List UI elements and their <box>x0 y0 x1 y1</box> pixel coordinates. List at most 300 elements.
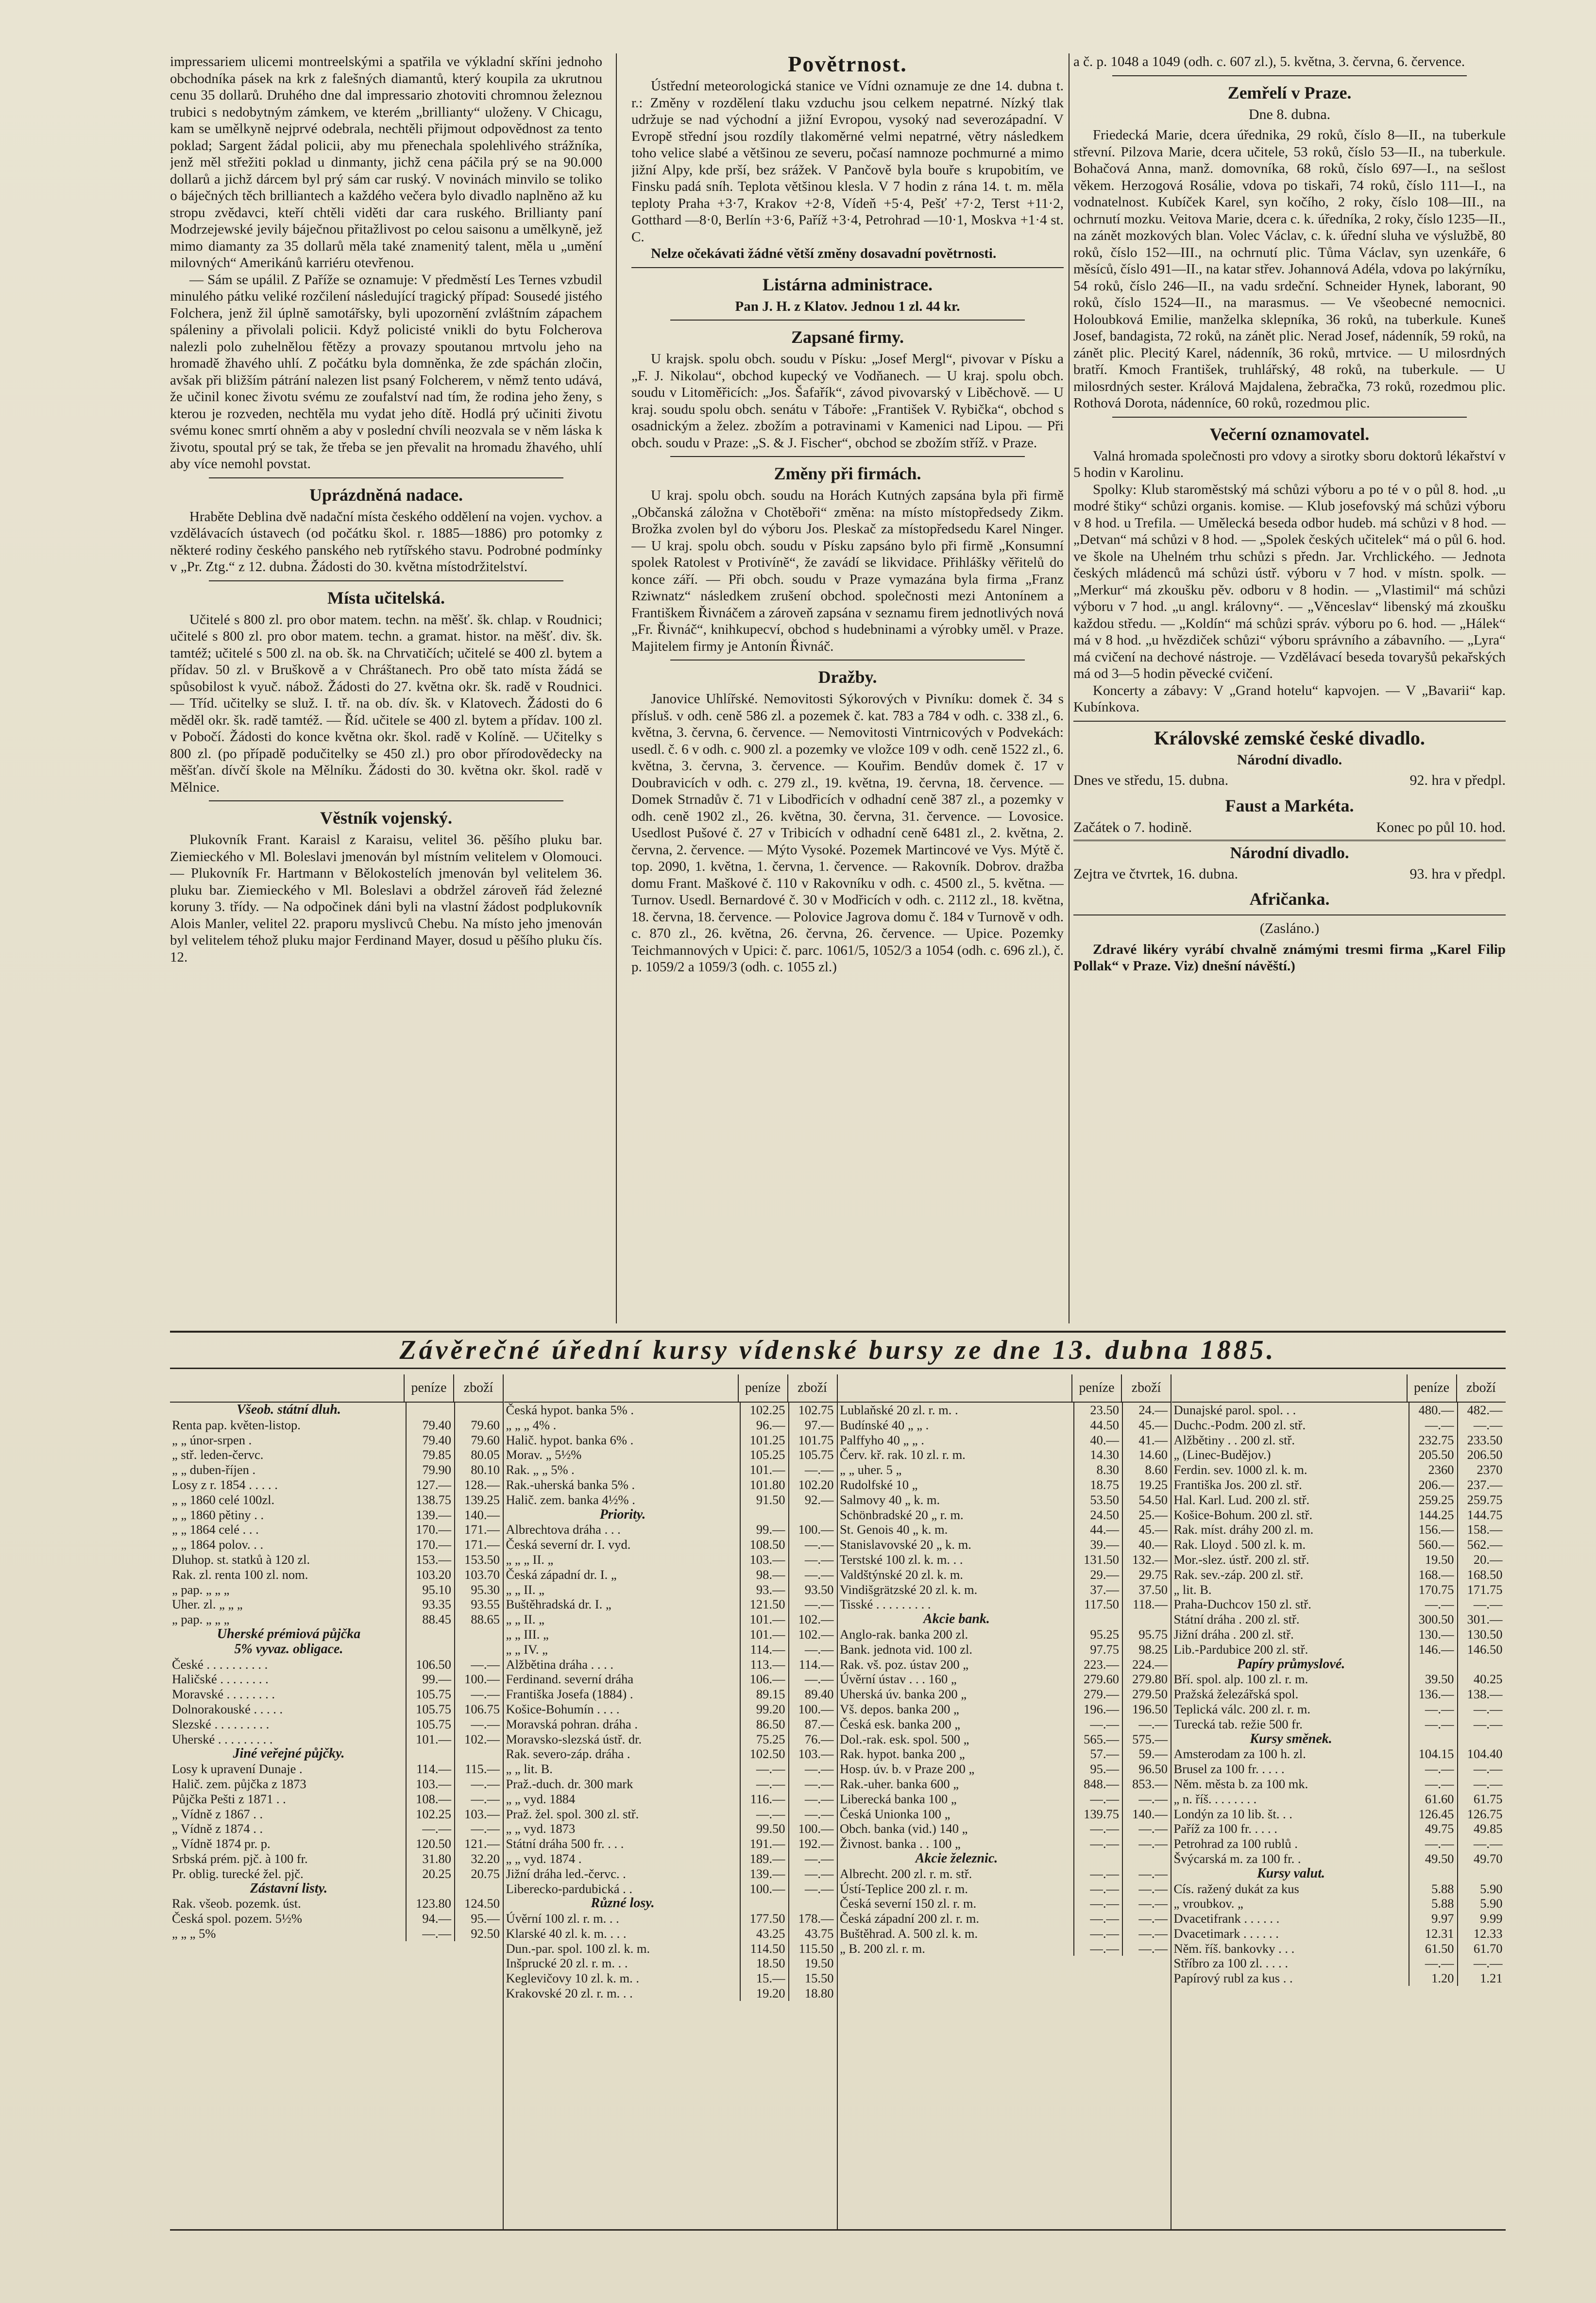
security-name: „ „ „ II. „ <box>506 1552 554 1567</box>
bursa-row <box>1172 1777 1506 1792</box>
zbozi-value: —.— <box>454 1687 503 1702</box>
zacatek: Začátek o 7. hodině. <box>1073 819 1192 835</box>
security-name: Živnost. banka . . 100 „ <box>840 1836 961 1851</box>
bursa-row <box>504 1447 837 1462</box>
penize-value: 49.50 <box>1409 1851 1457 1866</box>
penize-value: 91.50 <box>740 1492 788 1507</box>
bursa-row <box>170 1672 503 1687</box>
zbozi-value: 95.75 <box>1122 1627 1171 1642</box>
bursa-row <box>170 1732 503 1747</box>
bursa-row <box>838 1836 1171 1851</box>
security-name: Rak. Lloyd . 500 zl. k. m. <box>1173 1537 1306 1552</box>
zbozi-value: 128.— <box>454 1477 503 1492</box>
bursa-row <box>504 1657 837 1672</box>
penize-value: —.— <box>1409 1597 1457 1612</box>
penize-value: 565.— <box>1073 1732 1122 1747</box>
bursa-row <box>504 1717 837 1732</box>
penize-value: 18.50 <box>740 1956 788 1971</box>
bursa-row <box>1172 1911 1506 1926</box>
zbozi-value: —.— <box>1122 1881 1171 1897</box>
zbozi-value: 192.— <box>788 1836 837 1851</box>
penize-value <box>406 1881 454 1897</box>
security-name: Uher. zl. „ „ „ <box>172 1597 243 1612</box>
bursa-header-blank <box>504 1374 738 1402</box>
penize-value: 116.— <box>740 1792 788 1807</box>
penize-value: 139.— <box>740 1866 788 1881</box>
bursa-row <box>838 1403 1171 1418</box>
security-name: Mor.-slez. ústř. 200 zl. stř. <box>1173 1552 1309 1567</box>
security-name: „ vroubkov. „ <box>1173 1896 1243 1911</box>
penize-value: 95.25 <box>1073 1627 1122 1642</box>
bursa-row <box>1172 1597 1506 1612</box>
bursa-row <box>170 1702 503 1717</box>
zbozi-value: 237.— <box>1457 1477 1506 1492</box>
zbozi-value: 118.— <box>1122 1597 1171 1612</box>
header-zbozi: zboží <box>1456 1374 1506 1402</box>
bursa-row <box>504 1807 837 1822</box>
bursa-row <box>838 1926 1171 1941</box>
penize-value: 93.— <box>740 1582 788 1597</box>
bursa-row <box>1172 1582 1506 1597</box>
zbozi-value: 5.90 <box>1457 1896 1506 1911</box>
bursa-row <box>170 1447 503 1462</box>
zbozi-value: —.— <box>1122 1941 1171 1956</box>
bursa-row <box>1172 1672 1506 1687</box>
bursa-row <box>838 1552 1171 1567</box>
bursa-row <box>838 1642 1171 1657</box>
zbozi-value: 102.20 <box>788 1477 837 1492</box>
security-name: Renta pap. květen-listop. <box>172 1417 301 1432</box>
penize-value: 18.75 <box>1073 1477 1122 1492</box>
security-name: Všeob. státní dluh. <box>237 1403 341 1417</box>
zbozi-value: 8.60 <box>1122 1462 1171 1477</box>
penize-value: 88.45 <box>406 1612 454 1627</box>
bursa-section-heading <box>1172 1866 1506 1881</box>
security-name: Dolnorakouské . . . . . <box>172 1701 283 1716</box>
security-name: Rudolfské 10 „ <box>840 1477 918 1492</box>
security-name: Akcie bank. <box>923 1612 990 1627</box>
column-rule <box>1069 53 1070 1323</box>
bursa-row <box>504 1642 837 1657</box>
bursa-header <box>504 1374 837 1403</box>
security-name: „ „ „ 5% <box>172 1926 216 1941</box>
zbozi-value <box>454 1746 503 1761</box>
penize-value: 146.— <box>1409 1642 1457 1657</box>
security-name: Papíry průmyslové. <box>1237 1657 1345 1672</box>
bursa-row <box>1172 1627 1506 1642</box>
zbozi-value: 19.25 <box>1122 1477 1171 1492</box>
bursa-row <box>1172 1956 1506 1971</box>
security-name: Albrecht. 200 zl. r. m. stř. <box>840 1866 972 1881</box>
bursa-row <box>1172 1792 1506 1807</box>
zbozi-value: 95.30 <box>454 1582 503 1597</box>
bursa-row <box>504 1777 837 1792</box>
security-name: Praž.-duch. dr. 300 mark <box>506 1776 633 1791</box>
bursa-row <box>504 1403 837 1418</box>
bursa-header <box>170 1374 503 1403</box>
penize-value: 61.60 <box>1409 1792 1457 1807</box>
zbozi-value: —.— <box>788 1537 837 1552</box>
bursa-section-heading <box>1172 1732 1506 1747</box>
bursa-row <box>838 1537 1171 1552</box>
zbozi-value: —.— <box>454 1792 503 1807</box>
security-name: „ n. říš. . . . . . . . <box>1173 1791 1257 1806</box>
penize-value: —.— <box>1073 1821 1122 1836</box>
security-name: Halič. hypot. banka 6% . <box>506 1432 634 1447</box>
security-name: Palffyho 40 „ „ . <box>840 1432 924 1447</box>
penize-value: —.— <box>1073 1926 1122 1941</box>
bursa-row <box>1172 1746 1506 1761</box>
bursa-row <box>838 1507 1171 1523</box>
penize-value: 99.— <box>740 1522 788 1537</box>
zbozi-value: 224.— <box>1122 1657 1171 1672</box>
header-zbozi: zboží <box>453 1374 503 1402</box>
zbozi-value: —.— <box>1457 1777 1506 1792</box>
security-name: Tisské . . . . . . . . . <box>840 1597 931 1612</box>
security-name: Liberecká banka 100 „ <box>840 1791 957 1806</box>
zbozi-value: —.— <box>1457 1836 1506 1851</box>
security-name: Halič. zem. banka 4½% . <box>506 1492 635 1507</box>
penize-value: 94.— <box>406 1911 454 1926</box>
bursa-row <box>170 1492 503 1507</box>
zaslano: (Zasláno.) <box>1259 920 1320 936</box>
column-rule <box>616 53 617 1323</box>
bursa-row <box>170 1896 503 1911</box>
security-name: Rak.-uher. banka 600 „ <box>840 1776 959 1791</box>
security-name: Františka Jos. 200 zl. stř. <box>1173 1477 1302 1492</box>
bursa-row <box>838 1746 1171 1761</box>
zbozi-value: —.— <box>1457 1956 1506 1971</box>
security-name: Krakovské 20 zl. r. m. . . <box>506 1986 633 2001</box>
bursa-row <box>1172 1552 1506 1567</box>
bursa-row <box>170 1552 503 1567</box>
zbozi-value: 59.— <box>1122 1746 1171 1761</box>
security-name: Dun.-par. spol. 100 zl. k. m. <box>506 1941 650 1956</box>
zbozi-value: 1.21 <box>1457 1971 1506 1986</box>
security-name: Úvěrní 100 zl. r. m. . . <box>506 1911 619 1926</box>
spolky: Spolky: Klub staroměstský má schůzi výboru a po té v o půl 8. hod. „u modré štiky“ schůzi organis. komise. — Klub josefovský má schůzi výboru v 8 hod. u Trefila. — Umělecká beseda odbor hudeb. má schůzi v 8 hod. — „Detvan“ má schůzi v 8 hod. — „Spolek českých učitelek“ má o půl 6. hod. ve škole na Uhelném trhu schůzi s předn. Jar. Vrchlického. — Jednota českých mládenců má schůzi ústř. výboru v 7 hod. v místn. spolk. — „Merkur“ má zkoušku pěv. odboru v 8 hodin. — „Vlastimil“ má schůzi výboru v 7 hod. „u angl. královny“. — „Věnceslav“ libenský má zkoušku každou středu. — „Koldín“ má schůzi správ. výboru po 6. hod. — „Hálek“ má v 8 hod. „u hvězdiček schůzi“ výboru správního a zábavního. — „Lyra“ má cvičení na dechové nástroje. — Vzdělávací beseda tovaryšů pekařských má od 3—5 hodin pěvecké cvičení. <box>1073 481 1506 681</box>
bottom-rule <box>170 2229 1506 2231</box>
bursa-row <box>1172 1447 1506 1462</box>
security-name: Uherské . . . . . . . . . <box>172 1731 273 1746</box>
zbozi-value: 124.50 <box>454 1896 503 1911</box>
bursa-row <box>1172 1642 1506 1657</box>
security-name: Rak. hypot. banka 200 „ <box>840 1746 965 1761</box>
security-name: Akcie železnic. <box>915 1851 998 1866</box>
bursa-row <box>838 1522 1171 1537</box>
penize-value: —.— <box>1409 1956 1457 1971</box>
bursa-row <box>1172 1687 1506 1702</box>
penize-value: 130.— <box>1409 1627 1457 1642</box>
zbozi-value: 105.75 <box>788 1447 837 1462</box>
bursa-row <box>1172 1851 1506 1866</box>
penize-value: —.— <box>1073 1866 1122 1881</box>
penize-value: 9.97 <box>1409 1911 1457 1926</box>
zbozi-value: —.— <box>788 1807 837 1822</box>
security-name: Švýcarská m. za 100 fr. . <box>1173 1851 1301 1866</box>
bursa-section-heading <box>170 1746 503 1761</box>
bursa-row <box>504 1492 837 1507</box>
zbozi-value: —.— <box>454 1777 503 1792</box>
penize-value: 43.25 <box>740 1926 788 1941</box>
divider <box>1073 840 1506 841</box>
bursa-section-heading <box>1172 1657 1506 1672</box>
zbozi-value: 98.25 <box>1122 1642 1171 1657</box>
zbozi-value: 100.— <box>788 1702 837 1717</box>
zbozi-value: 206.50 <box>1457 1447 1506 1462</box>
zbozi-value: 45.— <box>1122 1522 1171 1537</box>
penize-value: 279.— <box>1073 1687 1122 1702</box>
security-name: Pražská železářská spol. <box>1173 1687 1299 1702</box>
bursa-row <box>1172 1761 1506 1777</box>
bursa-column <box>170 1374 504 2229</box>
zbozi-value: 87.— <box>788 1717 837 1732</box>
penize-value: —.— <box>1409 1761 1457 1777</box>
bursa-row <box>838 1597 1171 1612</box>
bursa-row <box>838 1792 1171 1807</box>
zbozi-value: 279.50 <box>1122 1687 1171 1702</box>
security-name: „ lit. B. <box>1173 1582 1212 1597</box>
heading-nadace: Uprázdněná nadace. <box>309 485 463 505</box>
zbozi-value: 96.50 <box>1122 1761 1171 1777</box>
penize-value: 189.— <box>740 1851 788 1866</box>
bursa-section-heading <box>170 1403 503 1418</box>
penize-value: 98.— <box>740 1567 788 1582</box>
bursa-row <box>838 1418 1171 1433</box>
security-name: 5% vyvaz. obligace. <box>234 1642 343 1657</box>
penize-value: 86.50 <box>740 1717 788 1732</box>
penize-value: —.— <box>1409 1418 1457 1433</box>
penize-value: 96.— <box>740 1418 788 1433</box>
security-name: Petrohrad za 100 rublů . <box>1173 1836 1298 1851</box>
konec: Konec po půl 10. hod. <box>1376 819 1506 835</box>
zbozi-value: 259.75 <box>1457 1492 1506 1507</box>
koncerty: Koncerty a zábavy: V „Grand hotelu“ kapvojen. — V „Bavarii“ kap. Kubínkova. <box>1073 682 1506 715</box>
zbozi-value: 130.50 <box>1457 1627 1506 1642</box>
bursa-row <box>170 1597 503 1612</box>
penize-value: 153.— <box>406 1552 454 1567</box>
zbozi-value: 93.55 <box>454 1597 503 1612</box>
zbozi-value: 301.— <box>1457 1612 1506 1627</box>
penize-value <box>1409 1732 1457 1747</box>
security-name: „ „ duben-říjen . <box>172 1462 256 1477</box>
penize-value: 5.88 <box>1409 1881 1457 1897</box>
zbozi-value: 103.— <box>788 1746 837 1761</box>
bursa-row <box>838 1866 1171 1881</box>
zbozi-value: —.— <box>788 1792 837 1807</box>
security-name: Alžbětiny . . 200 zl. stř. <box>1173 1432 1295 1447</box>
bursa-row <box>504 1612 837 1627</box>
penize-value: 102.25 <box>740 1403 788 1418</box>
zbozi-value: 92.50 <box>454 1926 503 1941</box>
penize-value: 113.— <box>740 1657 788 1672</box>
bursa-row <box>1172 1821 1506 1836</box>
penize-value: 103.20 <box>406 1567 454 1582</box>
bursa-section-heading <box>838 1612 1171 1627</box>
penize-value: 19.20 <box>740 1986 788 2001</box>
zbozi-value: 89.40 <box>788 1687 837 1702</box>
security-name: Jiné veřejné půjčky. <box>233 1746 345 1761</box>
security-name: Liberecko-pardubická . . <box>506 1881 632 1896</box>
bursa-row <box>838 1702 1171 1717</box>
zbozi-value: —.— <box>1457 1761 1506 1777</box>
bursa-row <box>170 1807 503 1822</box>
bursa-section-heading <box>170 1642 503 1657</box>
security-name: Hosp. úv. b. v Praze 200 „ <box>840 1761 975 1777</box>
zbozi-value: 43.75 <box>788 1926 837 1941</box>
security-name: Dvacetimark . . . . . . <box>1173 1926 1279 1941</box>
bursa-section-heading <box>170 1881 503 1897</box>
bursa-row <box>170 1792 503 1807</box>
penize-value: —.— <box>1409 1702 1457 1717</box>
bursa-row <box>504 1851 837 1866</box>
bursa-row <box>504 1627 837 1642</box>
security-name: Klarské 40 zl. k. m. . . . <box>506 1926 627 1941</box>
bursa-row <box>838 1462 1171 1477</box>
bursa-row <box>838 1433 1171 1448</box>
article-pocasi: Ústřední meteorologická stanice ve Vídni oznamuje ze dne 14. dubna t. r.: Změny v rozdělení tlaku vzduchu jsou celkem nepatrné. Nízký tlak udržuje se nad východní a jižní Evropou, vysoký nad severozápadní. V Evropě střední jsou rozdíly tlakoměrné velmi nepatrné, větry následkem toho velice slabé a většinou ze severu, počasí namnoze pochmurné a mimo jižní Alpy, kde prší, bez srážek. V Pančově byla bouře s krupobitím, ve Finsku padá sníh. Teplota většinou klesla. V 7 hodin z rána 14. t. m. měla teploty Praha +3·7, Krakov +2·8, Vídeň +5·4, Pešť +7·2, Terst +11·2, Gotthard —8·0, Berlín +3·6, Paříž +3·4, Petrohrad —10·1, Moskva +1·4 st. C. <box>631 78 1064 245</box>
security-name: Schönbradské 20 „ r. m. <box>840 1507 964 1522</box>
divider <box>631 267 1064 268</box>
bursa-row <box>170 1821 503 1836</box>
bursa-row <box>504 1732 837 1747</box>
penize-value: —.— <box>1409 1717 1457 1732</box>
security-name: „ „ 1864 polov. . . <box>172 1537 264 1552</box>
zbozi-value: 80.05 <box>454 1447 503 1462</box>
zbozi-value: 153.50 <box>454 1552 503 1567</box>
zbozi-value: 93.50 <box>788 1582 837 1597</box>
bursa-row <box>1172 1926 1506 1941</box>
security-name: Vindišgrätzské 20 zl. k. m. <box>840 1582 978 1597</box>
penize-value: 2360 <box>1409 1462 1457 1477</box>
bursa-row <box>1172 1403 1506 1418</box>
bursa-row <box>170 1836 503 1851</box>
security-name: Půjčka Pešti z 1871 . . <box>172 1791 286 1806</box>
security-name: Priority. <box>599 1507 646 1522</box>
zbozi-value: —.— <box>788 1761 837 1777</box>
security-name: Stříbro za 100 zl. . . . . <box>1173 1956 1289 1971</box>
security-name: Losy k upravení Dunaje . <box>172 1761 303 1777</box>
penize-value: 114.50 <box>740 1941 788 1956</box>
bursa-row <box>838 1582 1171 1597</box>
zbozi-value: 32.20 <box>454 1851 503 1866</box>
bursa-row <box>504 1522 837 1537</box>
security-name: Rak. všeob. pozemk. úst. <box>172 1896 301 1911</box>
play-africanka: Afričanka. <box>1249 889 1330 909</box>
zbozi-value: 140.— <box>454 1507 503 1523</box>
penize-value: 191.— <box>740 1836 788 1851</box>
bursa-row <box>1172 1537 1506 1552</box>
bursa-row <box>504 1537 837 1552</box>
zbozi-value: 115.— <box>454 1761 503 1777</box>
bursa-row <box>838 1717 1171 1732</box>
security-name: Česká severní dr. I. vyd. <box>506 1537 631 1552</box>
security-name: Česká západní dr. I. „ <box>506 1567 617 1582</box>
penize-value: 126.45 <box>1409 1807 1457 1822</box>
penize-value: 206.— <box>1409 1477 1457 1492</box>
security-name: Úvěrní ústav . . . 160 „ <box>840 1672 957 1687</box>
penize-value: 139.75 <box>1073 1807 1122 1822</box>
penize-value: 99.50 <box>740 1821 788 1836</box>
security-name: Terstské 100 zl. k. m. . . <box>840 1552 963 1567</box>
security-name: Praha-Duchcov 150 zl. stř. <box>1173 1597 1311 1612</box>
zbozi-value <box>454 1403 503 1418</box>
bursa-row <box>170 1582 503 1597</box>
penize-value: 259.25 <box>1409 1492 1457 1507</box>
penize-value: 123.80 <box>406 1896 454 1911</box>
security-name: Moravská pohran. dráha . <box>506 1716 638 1731</box>
security-name: Ústí-Teplice 200 zl. r. m. <box>840 1881 968 1896</box>
penize-value: 114.— <box>406 1761 454 1777</box>
penize-value: 108.50 <box>740 1537 788 1552</box>
header-zbozi: zboží <box>787 1374 837 1402</box>
bursa-row <box>504 1881 837 1897</box>
zbozi-value: 106.75 <box>454 1702 503 1717</box>
penize-value <box>1073 1851 1122 1866</box>
bursa-row <box>504 1433 837 1448</box>
zbozi-value: 103.— <box>454 1807 503 1822</box>
zbozi-value: —.— <box>454 1657 503 1672</box>
bursa-row <box>838 1911 1171 1926</box>
bursa-row <box>504 1986 837 2001</box>
bursa-row <box>170 1851 503 1866</box>
bursa-row <box>504 1746 837 1761</box>
bursa-row <box>838 1777 1171 1792</box>
zbozi-value: 2370 <box>1457 1462 1506 1477</box>
security-name: Česká esk. banka 200 „ <box>840 1716 960 1731</box>
zbozi-value: —.— <box>1122 1836 1171 1851</box>
header-zbozi: zboží <box>1121 1374 1171 1402</box>
bursa-row <box>504 1911 837 1926</box>
zbozi-value: 100.— <box>788 1522 837 1537</box>
penize-value: 105.25 <box>740 1447 788 1462</box>
zbozi-value: 61.70 <box>1457 1941 1506 1956</box>
penize-value: 105.75 <box>406 1702 454 1717</box>
penize-value: 144.25 <box>1409 1507 1457 1523</box>
security-name: Česká Unionka 100 „ <box>840 1806 951 1821</box>
penize-value: —.— <box>1073 1911 1122 1926</box>
security-name: Moravské . . . . . . . . <box>172 1687 275 1702</box>
bursa-column <box>838 1374 1172 2229</box>
security-name: Morav. „ 5½% <box>506 1447 582 1462</box>
header-penize: peníze <box>404 1374 453 1402</box>
bursa-row <box>1172 1717 1506 1732</box>
bursa-row <box>1172 1507 1506 1523</box>
bursa-row <box>504 1926 837 1941</box>
zbozi-value: 79.60 <box>454 1433 503 1448</box>
theatre-row-3 <box>1073 866 1506 883</box>
bursa-row <box>504 1821 837 1836</box>
zbozi-value: 61.75 <box>1457 1792 1506 1807</box>
heading-vecerni: Večerní oznamovatel. <box>1209 424 1370 444</box>
security-name: Dol.-rak. esk. spol. 500 „ <box>840 1731 969 1746</box>
zbozi-value: 102.— <box>454 1732 503 1747</box>
penize-value: 168.— <box>1409 1567 1457 1582</box>
security-name: „ stř. leden-červc. <box>172 1447 264 1462</box>
zbozi-value: 171.— <box>454 1522 503 1537</box>
security-name: St. Genois 40 „ k. m. <box>840 1522 948 1537</box>
zbozi-value: 95.— <box>454 1911 503 1926</box>
security-name: Státní dráha 500 fr. . . . <box>506 1836 624 1851</box>
penize-value: 223.— <box>1073 1657 1122 1672</box>
zbozi-value: 37.50 <box>1122 1582 1171 1597</box>
penize-value: 79.85 <box>406 1447 454 1462</box>
bursa-row <box>838 1687 1171 1702</box>
zbozi-value: 97.— <box>788 1418 837 1433</box>
article-drazby: Janovice Uhlířské. Nemovitosti Sýkorových v Pivníku: domek č. 34 s přísluš. v odh. ceně 586 zl. a pozemek č. kat. 783 a 784 v odh. c. 338 zl., 6. května, 3. června, 6. července. — Nemovitosti Vintrnicových v Podvekách: usedl. č. 6 v odh. c. 900 zl. a pozemky ve vložce 109 v odh. ceně 1522 zl., 6. května, 3. června, 3. července. — Kouřim. Bendův domek č. 17 v Doubravicích v odh. c. 279 zl., 19. května, 19. června, 18. července. — Domek Strnadův č. 71 v Libodřicích v odhadní ceně 387 zl., a pozemky v odh. ceně 1902 zl., 26. května, 30. června, 31. července. — Lovosice. Usedlost Pušové č. 27 v Tribicích v odhadní ceně 6481 zl., 2. května, 2. června, 2. července. — Mýto Vysoké. Pozemek Martincové ve Vys. Mýtě č. top. 2090, 1. května, 1. června, 1. července. — Rakovník. Dobrov. dražba domu Frant. Maškové č. 110 v Rakovníku v odh. c. 4500 zl., 5. května. — Turnov. Usedl. Bernardové č. 30 v Modřicích v odh. c. 2112 zl., 18. května, 18. června, 18. července. — Polovice Jagrova domu č. 184 v Turnově v odh. c. 870 zl., 26. května, 26. června, 26. července. — Upice. Pozemky Teichmannových v Upici: č. parc. 1061/5, 1052/3 a 1054 (odh. c. 696 zl.), č. p. 1059/2 a 1059/3 (odh. c. 1055 zl.) <box>631 691 1064 975</box>
dnes-date: Dnes ve středu, 15. dubna. <box>1073 772 1229 788</box>
zbozi-value: 562.— <box>1457 1537 1506 1552</box>
